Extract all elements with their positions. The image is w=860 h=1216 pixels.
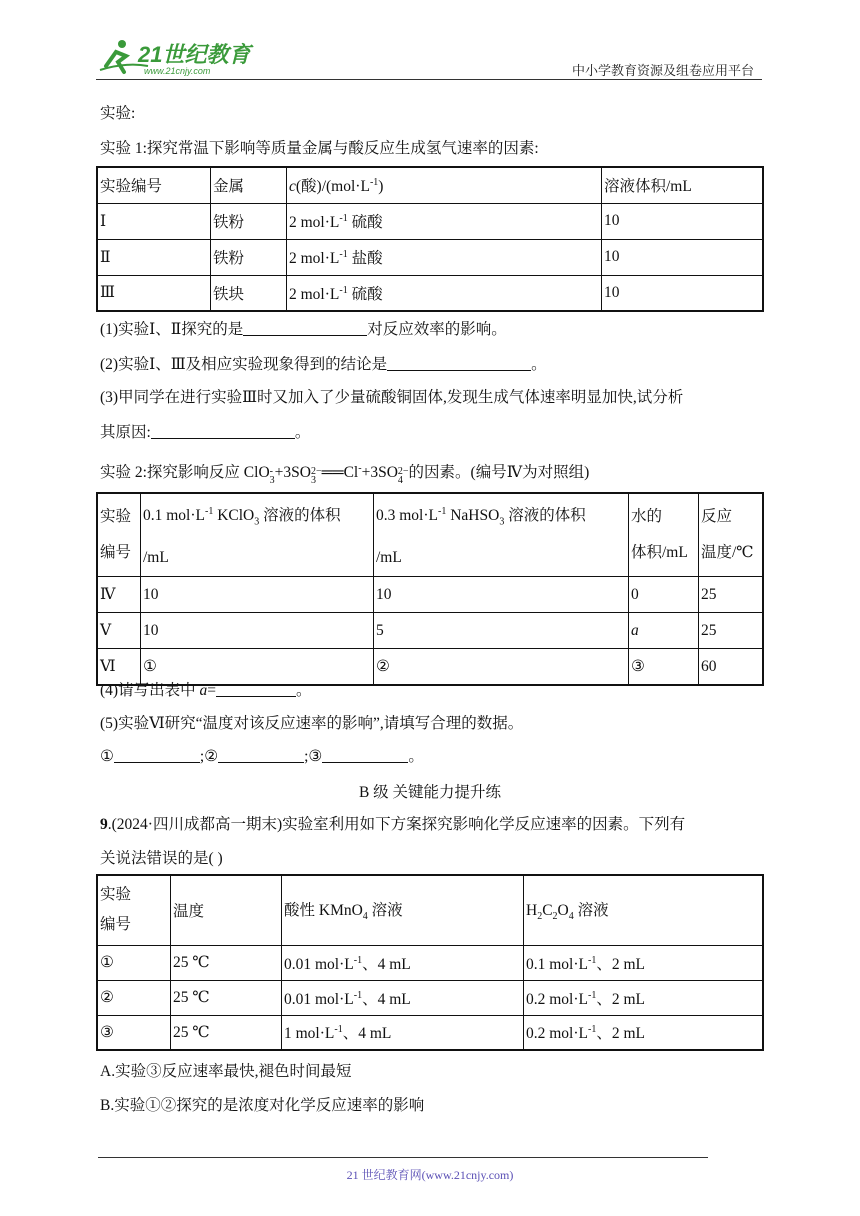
answer-blank[interactable] bbox=[243, 320, 367, 336]
exp2-title: 实验 2:探究影响反应 ClO- 3+3SO2− 3 ══Cl-+3SO2− 4 的因素。(编号Ⅳ为对照组) bbox=[100, 463, 590, 487]
option-a[interactable]: A.实验③反应速率最快,褪色时间最短 bbox=[100, 1063, 352, 1080]
header-cell: 0.3 $mol\cdot L^{-1}$ NaHSO$_3$ 溶液的体积 /mL bbox=[374, 493, 629, 577]
table-cell: 25 ℃ bbox=[171, 1015, 282, 1050]
section-title: B 级 关键能力提升练 bbox=[358, 784, 502, 801]
table-header-row bbox=[97, 875, 763, 945]
header-cell: 温度 bbox=[171, 875, 282, 945]
table-cell: ③ bbox=[97, 1015, 171, 1050]
header-cell: 水的 体积/mL bbox=[629, 493, 699, 577]
answer-blank[interactable] bbox=[114, 747, 200, 763]
table-cell: 10 bbox=[602, 239, 764, 275]
exp1-title: 实验 1:探究常温下影响等质量金属与酸反应生成氢气速率的因素: bbox=[100, 140, 539, 157]
table-cell: 2 $mol\cdot L^{-1}$ 盐酸 bbox=[287, 239, 602, 275]
question-5-blanks: ① ;② ;③ 。 bbox=[100, 748, 424, 765]
logo-url: www.21cnjy.com bbox=[144, 66, 211, 76]
answer-blank[interactable] bbox=[218, 747, 304, 763]
table-row bbox=[97, 613, 763, 649]
table-cell: 10 bbox=[141, 577, 374, 613]
logo-text: 21世纪教育 bbox=[138, 42, 251, 67]
answer-blank[interactable] bbox=[387, 355, 531, 371]
question-3-line1: (3)甲同学在进行实验Ⅲ时又加入了少量硫酸铜固体,发现生成气体速率明显加快,试分析 bbox=[100, 389, 684, 406]
header-platform-name: 中小学教育资源及组卷应用平台 bbox=[571, 63, 754, 78]
footer-divider bbox=[98, 1157, 708, 1158]
exp2-table bbox=[96, 492, 764, 686]
table-row bbox=[97, 1015, 763, 1050]
table-cell: Ⅲ bbox=[97, 275, 211, 311]
question-5: (5)实验Ⅵ研究“温度对该反应速率的影响”,请填写合理的数据。 bbox=[100, 715, 524, 732]
question-2: (2)实验Ⅰ、Ⅲ及相应实验现象得到的结论是 。 bbox=[100, 356, 547, 373]
table-cell: 0.2 $mol\cdot L^{-1}$、2 mL bbox=[524, 1015, 764, 1050]
table-row bbox=[97, 945, 763, 980]
header-cell: c(酸)$/(mol\cdot L^{-1})$ bbox=[287, 167, 602, 203]
header-cell: 溶液体积/mL bbox=[602, 167, 764, 203]
question-3-line2: 其原因: 。 bbox=[100, 424, 311, 441]
table-cell: Ⅵ bbox=[97, 649, 141, 685]
table-cell: 5 bbox=[374, 613, 629, 649]
question-9-line1: 9.(2024·四川成都高一期末)实验室利用如下方案探究影响化学反应速率的因素。下列有 bbox=[100, 816, 686, 833]
q9-table bbox=[96, 874, 764, 1051]
table-cell: 25 bbox=[699, 577, 764, 613]
table-row bbox=[97, 239, 763, 275]
header-cell: 0.1 $mol\cdot L^{-1}$ KClO$_3$ 溶液的体积 /mL bbox=[141, 493, 374, 577]
table-row bbox=[97, 577, 763, 613]
table-cell: 1 $mol\cdot L^{-1}$、4 mL bbox=[282, 1015, 524, 1050]
table-row bbox=[97, 980, 763, 1015]
table-cell: ② bbox=[97, 980, 171, 1015]
table-cell: 铁粉 bbox=[211, 203, 287, 239]
header-cell: 实验编号 bbox=[97, 167, 211, 203]
header-cell: 实验 编号 bbox=[97, 875, 171, 945]
table-header-row bbox=[97, 493, 763, 577]
table-cell: 0.2 $mol\cdot L^{-1}$、2 mL bbox=[524, 980, 764, 1015]
option-b[interactable]: B.实验①②探究的是浓度对化学反应速率的影响 bbox=[100, 1097, 425, 1114]
footer-site-link[interactable]: 21 世纪教育网(www.21cnjy.com) bbox=[346, 1168, 514, 1182]
exp1-table bbox=[96, 166, 764, 312]
intro-label: 实验: bbox=[100, 105, 136, 122]
table-cell: Ⅰ bbox=[97, 203, 211, 239]
table-cell: 60 bbox=[699, 649, 764, 685]
table-cell: 25 ℃ bbox=[171, 945, 282, 980]
header-cell: 酸性 KMnO$_4$ 溶液 bbox=[282, 875, 524, 945]
table-cell: Ⅱ bbox=[97, 239, 211, 275]
table-cell: ① bbox=[141, 649, 374, 685]
table-cell: ② bbox=[374, 649, 629, 685]
answer-blank[interactable] bbox=[322, 747, 408, 763]
header-cell: 实验 编号 bbox=[97, 493, 141, 577]
table-cell: 2 $mol\cdot L^{-1}$ 硫酸 bbox=[287, 275, 602, 311]
table-cell: 25 ℃ bbox=[171, 980, 282, 1015]
table-cell: 10 bbox=[374, 577, 629, 613]
table-cell: Ⅳ bbox=[97, 577, 141, 613]
question-9-line2: 关说法错误的是( ) bbox=[100, 850, 223, 867]
header-divider bbox=[96, 79, 762, 80]
answer-blank[interactable] bbox=[216, 681, 296, 697]
site-logo bbox=[96, 36, 266, 80]
table-cell: Ⅴ bbox=[97, 613, 141, 649]
table-row bbox=[97, 203, 763, 239]
table-row bbox=[97, 649, 763, 685]
table-cell: 10 bbox=[141, 613, 374, 649]
header-cell: $H_2C_2O_4$ 溶液 bbox=[524, 875, 764, 945]
table-cell: ③ bbox=[629, 649, 699, 685]
table-row bbox=[97, 275, 763, 311]
table-cell: a bbox=[629, 613, 699, 649]
table-cell: 10 bbox=[602, 203, 764, 239]
header-cell: 金属 bbox=[211, 167, 287, 203]
table-cell: 铁块 bbox=[211, 275, 287, 311]
table-cell: 0 bbox=[629, 577, 699, 613]
question-1: (1)实验Ⅰ、Ⅱ探究的是 对反应效率的影响。 bbox=[100, 321, 507, 338]
header-cell: 反应 温度/℃ bbox=[699, 493, 764, 577]
table-cell: ① bbox=[97, 945, 171, 980]
table-cell: 铁粉 bbox=[211, 239, 287, 275]
answer-blank[interactable] bbox=[151, 423, 295, 439]
table-cell: 25 bbox=[699, 613, 764, 649]
question-4: (4)请写出表中 a= 。 bbox=[100, 682, 312, 699]
table-cell: 10 bbox=[602, 275, 764, 311]
table-header-row bbox=[97, 167, 763, 203]
table-cell: 2 $mol\cdot L^{-1}$ 硫酸 bbox=[287, 203, 602, 239]
table-cell: 0.01 $mol\cdot L^{-1}$、4 mL bbox=[282, 945, 524, 980]
table-cell: 0.1 $mol\cdot L^{-1}$、2 mL bbox=[524, 945, 764, 980]
table-cell: 0.01 $mol\cdot L^{-1}$、4 mL bbox=[282, 980, 524, 1015]
